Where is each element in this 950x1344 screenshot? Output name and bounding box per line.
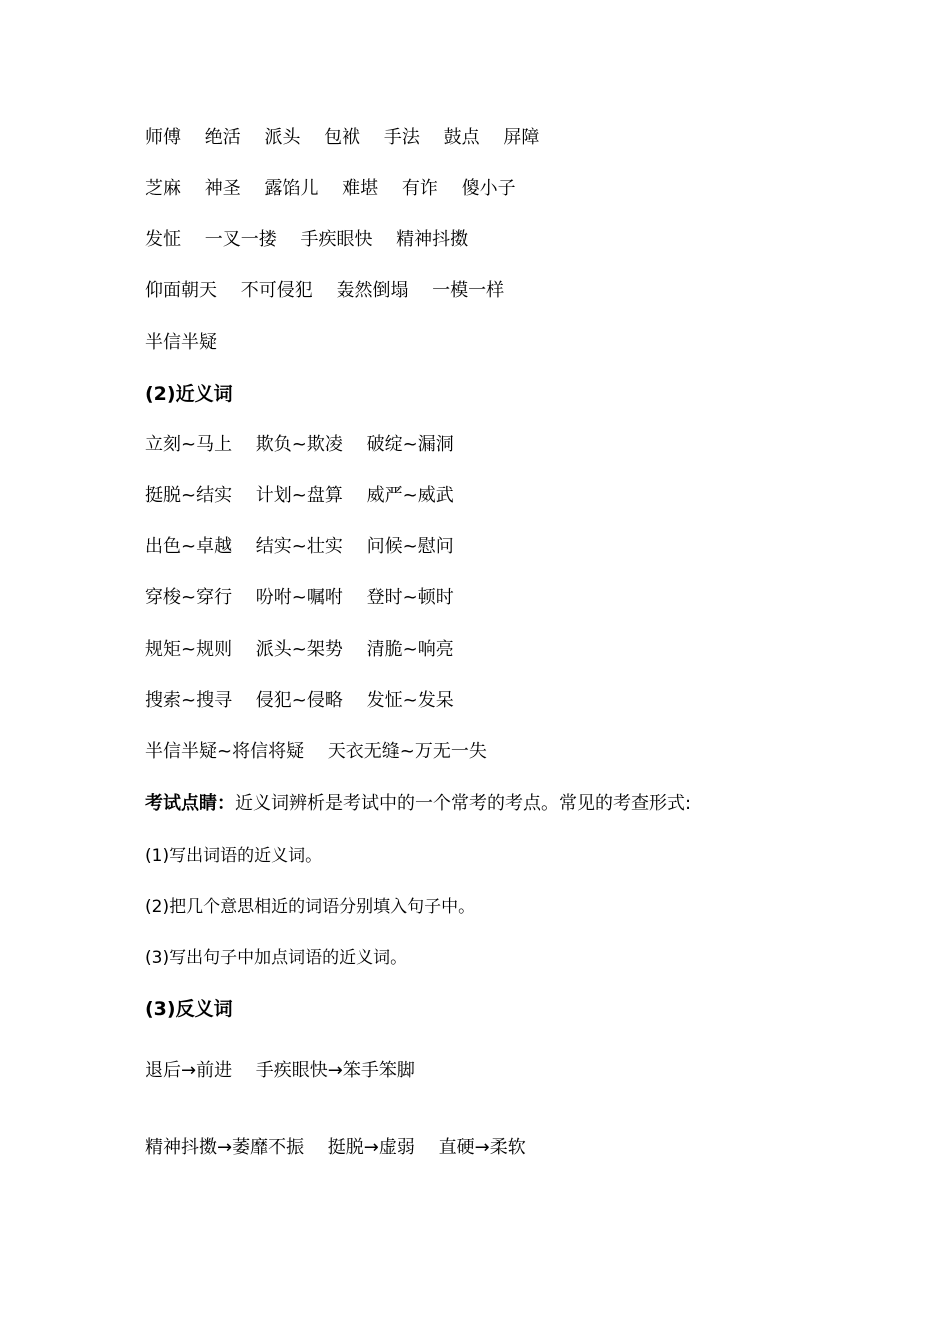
vocab-line: 发怔 一叉一搂 手疾眼快 精神抖擞 [145,229,469,250]
vocab-line: 半信半疑 [145,332,217,353]
antonym-line: 退后→前进 手疾眼快→笨手笨脚 [145,1060,415,1081]
synonym-line: 立刻~马上 欺负~欺凌 破绽~漏洞 [145,434,454,455]
exam-item: (3)写出句子中加点词语的近义词。 [145,948,408,968]
synonym-line: 穿梭~穿行 吩咐~嘱咐 登时~顿时 [145,587,454,608]
vocab-line: 师傅 绝活 派头 包袱 手法 鼓点 屏障 [145,127,540,148]
synonym-line: 搜索~搜寻 侵犯~侵略 发怔~发呆 [145,690,454,711]
exam-item: (1)写出词语的近义词。 [145,846,323,866]
vocab-line: 仰面朝天 不可侵犯 轰然倒塌 一模一样 [145,280,505,301]
exam-tip [145,792,691,816]
vocab-line: 芝麻 神圣 露馅儿 难堪 有诈 傻小子 [145,178,516,199]
synonym-line: 出色~卓越 结实~壮实 问候~慰问 [145,536,454,557]
exam-tip-label: 考试点睛： [145,793,235,814]
synonym-line: 规矩~规则 派头~架势 清脆~响亮 [145,639,454,660]
synonym-line: 半信半疑~将信将疑 天衣无缝~万无一失 [145,741,487,762]
synonyms-heading: (2)近义词 [145,383,233,405]
exam-tip-text: 近义词辨析是考试中的一个常考的考点。常见的考查形式: [235,793,692,814]
antonym-line: 精神抖擞→萎靡不振 挺脱→虚弱 直硬→柔软 [145,1137,526,1158]
antonyms-heading: (3)反义词 [145,998,233,1020]
synonym-line: 挺脱~结实 计划~盘算 威严~威武 [145,485,454,506]
exam-item: (2)把几个意思相近的词语分别填入句子中。 [145,897,476,917]
